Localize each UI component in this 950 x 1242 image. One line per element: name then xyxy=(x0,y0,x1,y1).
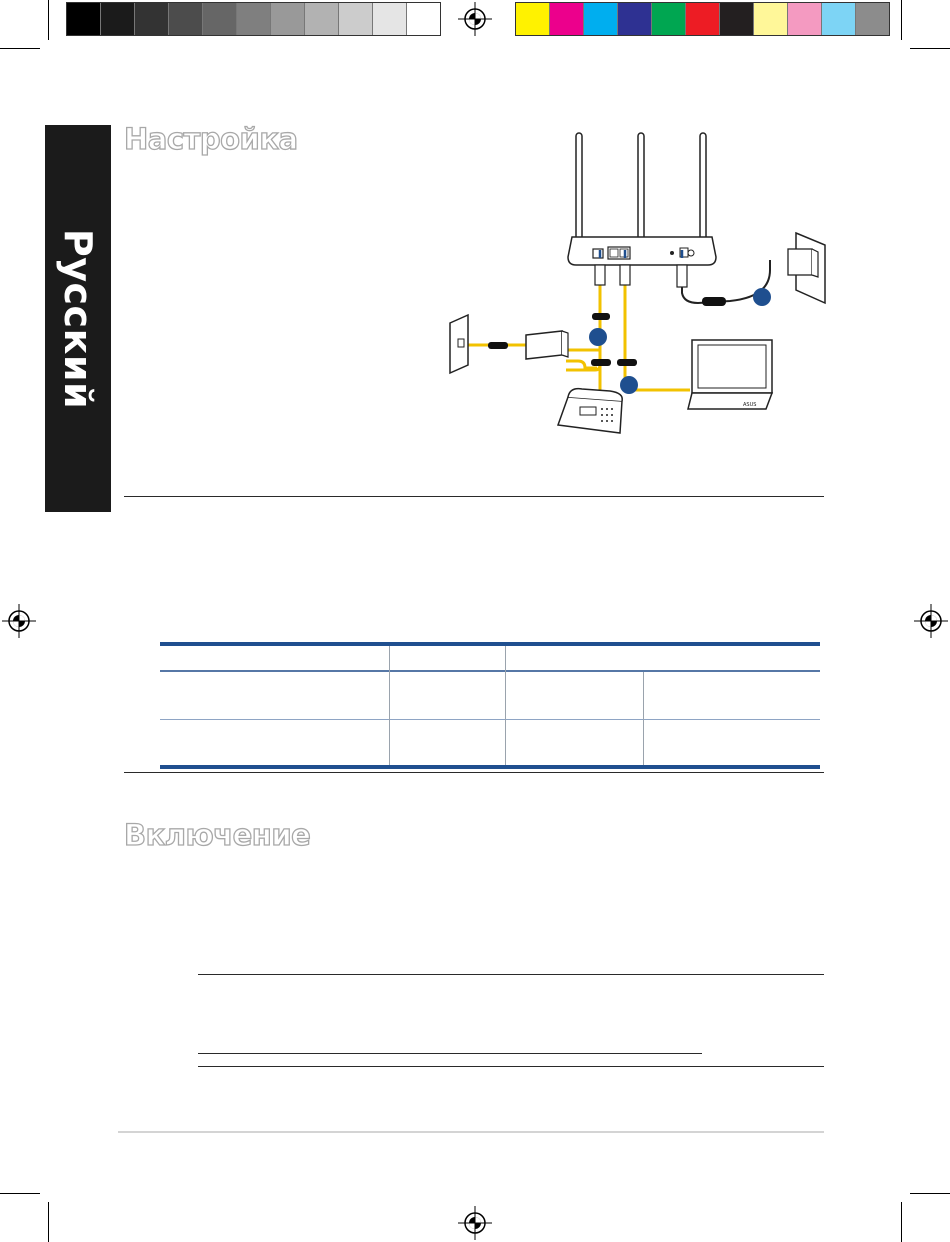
calibration-swatch xyxy=(618,3,652,35)
calibration-swatch xyxy=(856,3,889,35)
note-underline xyxy=(198,1053,702,1054)
note-top-rule xyxy=(198,974,824,975)
language-side-tab xyxy=(45,125,111,512)
color-calibration-bar xyxy=(515,2,890,36)
registration-mark-icon xyxy=(914,604,948,638)
phone-line-jack-icon xyxy=(450,315,468,373)
telephone-icon xyxy=(558,389,622,433)
calibration-swatch xyxy=(686,3,720,35)
calibration-swatch xyxy=(305,3,339,35)
note-bottom-rule xyxy=(198,1066,824,1067)
grayscale-calibration-bar xyxy=(66,2,441,36)
calibration-swatch xyxy=(584,3,618,35)
section-divider xyxy=(124,772,824,773)
splitter-icon xyxy=(526,331,568,359)
calibration-swatch xyxy=(407,3,440,35)
calibration-swatch xyxy=(271,3,305,35)
registration-mark-icon xyxy=(2,604,36,638)
calibration-swatch xyxy=(169,3,203,35)
laptop-brand-text: ASUS xyxy=(743,402,757,408)
calibration-swatch xyxy=(652,3,686,35)
calibration-swatch xyxy=(101,3,135,35)
calibration-swatch xyxy=(67,3,101,35)
setup-section-heading: Настройка xyxy=(124,122,298,156)
calibration-swatch xyxy=(754,3,788,35)
router-icon xyxy=(568,133,716,265)
calibration-swatch xyxy=(203,3,237,35)
calibration-swatch xyxy=(373,3,407,35)
laptop-icon xyxy=(688,340,772,409)
calibration-swatch xyxy=(550,3,584,35)
calibration-swatch xyxy=(516,3,550,35)
calibration-swatch xyxy=(822,3,856,35)
registration-mark-icon xyxy=(458,1206,492,1240)
calibration-swatch xyxy=(720,3,754,35)
connection-diagram xyxy=(440,125,840,440)
footer-rule xyxy=(118,1131,824,1133)
calibration-swatch xyxy=(339,3,373,35)
registration-mark-icon xyxy=(458,2,492,36)
calibration-swatch xyxy=(135,3,169,35)
calibration-swatch xyxy=(237,3,271,35)
power-adapter-icon xyxy=(788,233,825,303)
language-tab-label: Русский xyxy=(56,228,100,409)
section-divider xyxy=(124,496,824,497)
calibration-swatch xyxy=(788,3,822,35)
power-section-heading: Включение xyxy=(124,818,311,852)
